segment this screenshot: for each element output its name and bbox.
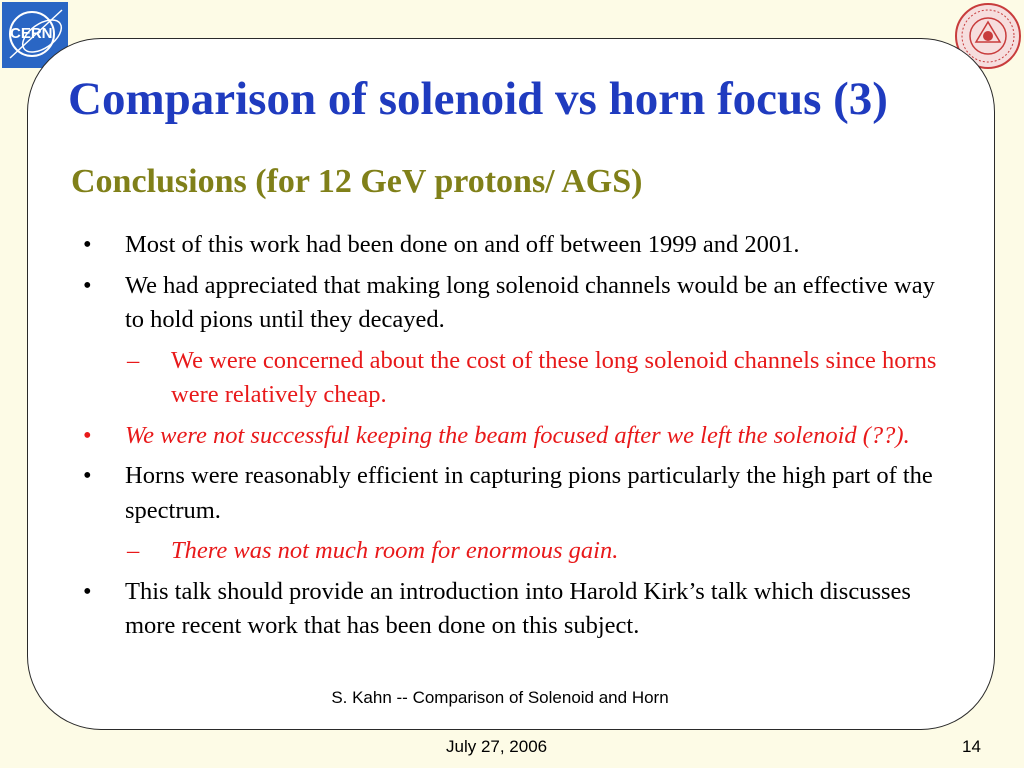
bullet-marker: •: [83, 231, 92, 258]
bullet-marker: –: [127, 346, 140, 374]
bullet-text: There was not much room for enormous gain.: [171, 537, 619, 564]
sub-bullet-item: [127, 344, 943, 413]
bullet-text: We were not successful keeping the beam focused after we left the solenoid (??).: [125, 421, 910, 449]
bullet-marker: •: [83, 577, 92, 605]
bullet-item: [83, 459, 943, 528]
page-number: 14: [962, 737, 981, 756]
bullet-text: This talk should provide an introduction into Harold Kirk’s talk which discusses more recent work that has been done on this subject.: [125, 577, 911, 639]
bullet-item: [83, 228, 943, 263]
bullet-item: [83, 419, 943, 454]
bullet-item: [83, 575, 943, 644]
cern-logo-text: CERN: [10, 25, 53, 42]
bullet-text: Horns were reasonably efficient in capturing pions particularly the high part of the spectrum.: [125, 462, 933, 524]
bullet-marker: •: [83, 462, 92, 489]
bullet-item: [83, 269, 943, 338]
slide-date: July 27, 2006: [446, 737, 548, 756]
bullet-text: We were concerned about the cost of these long solenoid channels since horns were relatively cheap.: [171, 346, 937, 408]
bullet-list: [83, 228, 943, 650]
sub-bullet-item: [127, 534, 943, 569]
bullet-marker: •: [83, 421, 92, 449]
bullet-marker: –: [127, 537, 140, 564]
slide-caption: S. Kahn -- Comparison of Solenoid and Horn: [331, 688, 669, 707]
slide-title: Comparison of solenoid vs horn focus (3): [68, 73, 888, 125]
bullet-text: We had appreciated that making long solenoid channels would be an effective way to hold pions until they decayed.: [125, 271, 935, 333]
bullet-text: Most of this work had been done on and off between 1999 and 2001.: [125, 231, 800, 258]
bullet-marker: •: [83, 271, 92, 299]
slide-subtitle: Conclusions (for 12 GeV protons/ AGS): [71, 163, 643, 200]
